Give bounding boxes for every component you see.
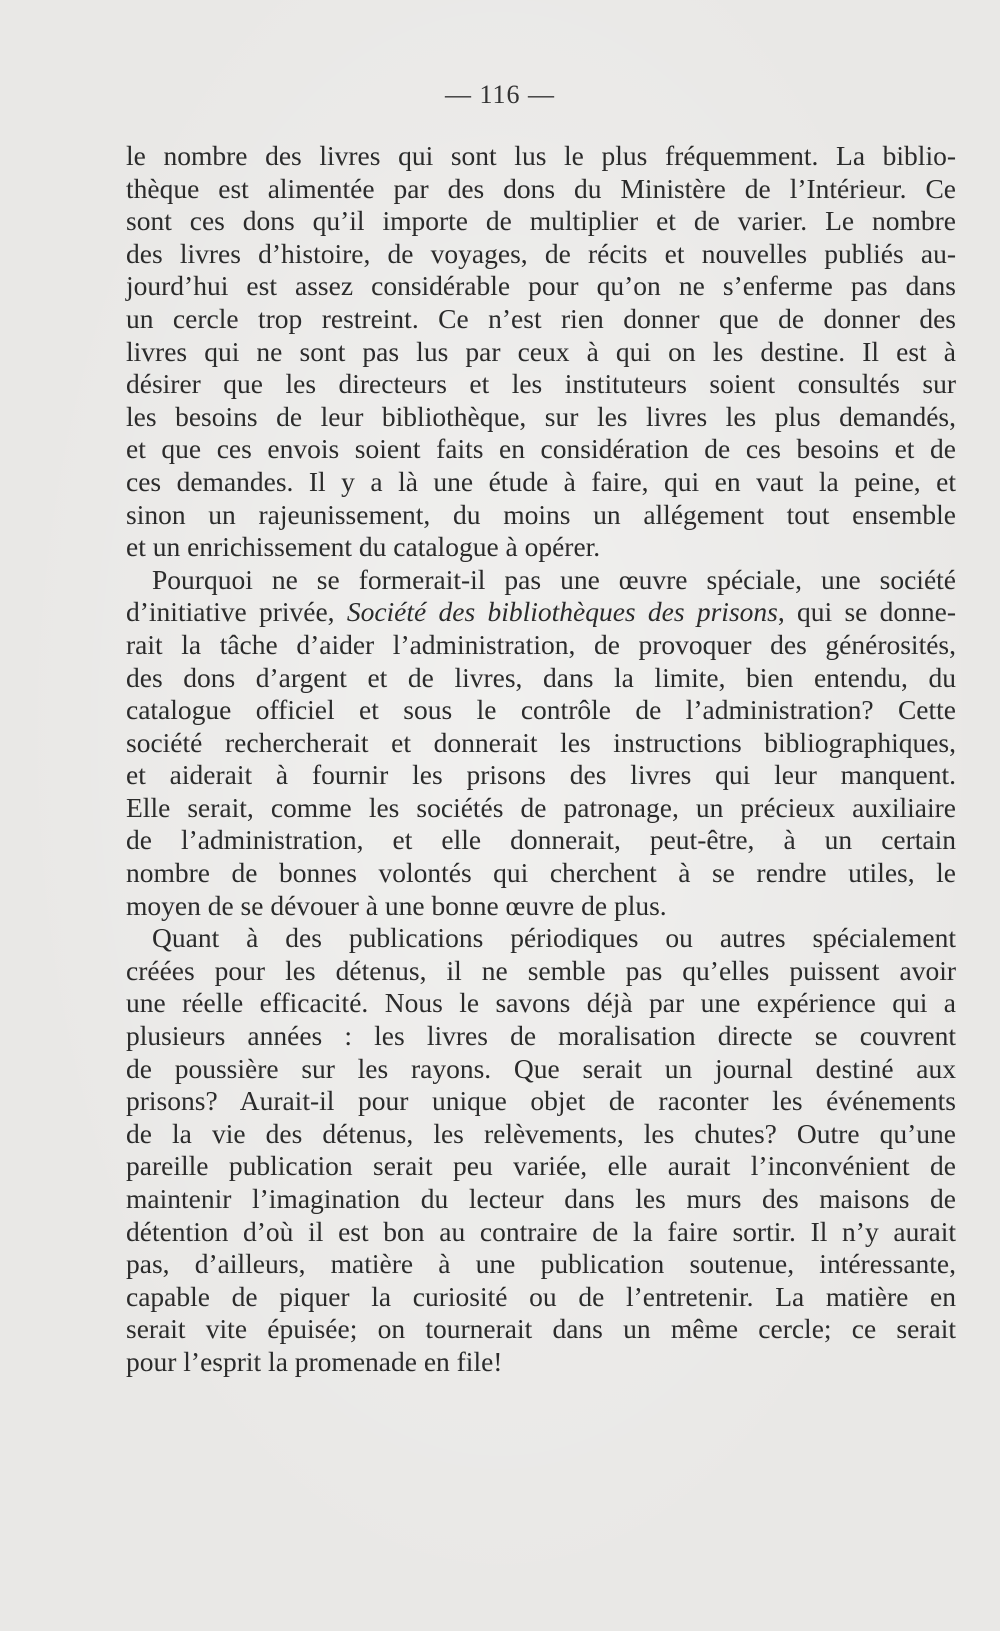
text-line: une réelle efficacité. Nous le savons déjà par une expérience qui a [126, 987, 956, 1019]
text-line: ces demandes. Il y a là une étude à faire, qui en vaut la peine, et [126, 465, 956, 497]
text-line: des livres d’histoire, de voyages, de récits et nouvelles publiés au- [126, 237, 956, 269]
text-line: créées pour les détenus, il ne semble pas qu’elles puissent avoir [126, 954, 956, 986]
text-line: et que ces envois soient faits en considération de ces besoins et de [126, 433, 956, 465]
text-line: serait vite épuisée; on tournerait dans un même cercle; ce serait [126, 1313, 956, 1345]
text-line: pas, d’ailleurs, matière à une publication soutenue, intéressante, [126, 1248, 956, 1280]
text-line: nombre de bonnes volontés qui cherchent à se rendre utiles, le [126, 857, 956, 889]
text-line: maintenir l’imagination du lecteur dans les murs des maisons de [126, 1183, 956, 1214]
society-name-italic: Société des bibliothèques des prisons [346, 596, 778, 628]
text-line: plusieurs années : les livres de moralisation directe se couvrent [126, 1020, 956, 1052]
text-line: prisons? Aurait-il pour unique objet de raconter les événements [126, 1085, 956, 1117]
text-line: les besoins de leur bibliothèque, sur les livres les plus demandés, [126, 400, 956, 432]
text-line: de poussière sur les rayons. Que serait un journal destiné aux [126, 1052, 956, 1084]
text-line: thèque est alimentée par des dons du Ministère de l’Intérieur. Ce [126, 172, 956, 204]
text-line: Pourquoi ne se formerait-il pas une œuvre spéciale, une société [152, 563, 956, 595]
text-line: catalogue officiel et sous le contrôle de l’administration? Cette [126, 694, 956, 726]
text-line: et aiderait à fournir les prisons des livres qui leur manquent. [126, 759, 956, 791]
text-line [126, 596, 956, 629]
text-line: un cercle trop restreint. Ce n’est rien donner que de donner des [126, 302, 956, 334]
text-segment: d’initiative privée, [126, 596, 347, 628]
page-number: — 116 — [444, 80, 556, 109]
text-line: de l’administration, et elle donnerait, peut-être, à un certain [126, 824, 956, 856]
text-segment: , qui se donne- [777, 596, 957, 628]
text-line: sinon un rajeunissement, du moins un allégement tout ensemble [126, 498, 956, 530]
text-line: rait la tâche d’aider l’administration, de provoquer des générosités, [126, 628, 956, 660]
text-line: moyen de se dévouer à une bonne œuvre de plus. [126, 889, 667, 921]
text-line: capable de piquer la curiosité ou de l’entretenir. La matière en [126, 1280, 956, 1312]
text-line: de la vie des détenus, les relèvements, les chutes? Outre qu’une [126, 1117, 956, 1149]
text-line: sont ces dons qu’il importe de multiplier et de varier. Le nombre [126, 205, 956, 237]
text-line: Elle serait, comme les sociétés de patronage, un précieux auxiliaire [126, 791, 956, 823]
text-line: pareille publication serait peu variée, elle aurait l’inconvénient de [126, 1150, 956, 1182]
text-line: pour l’esprit la promenade en file! [126, 1345, 503, 1377]
text-line: société rechercherait et donnerait les instructions bibliographiques, [126, 726, 956, 758]
text-line: le nombre des livres qui sont lus le plus fréquemment. La biblio- [126, 140, 956, 171]
text-line: Quant à des publications périodiques ou autres spécialement [152, 922, 956, 954]
body-text [126, 140, 956, 1379]
text-line: et un enrichissement du catalogue à opérer. [126, 531, 601, 563]
text-line: livres qui ne sont pas lus par ceux à qui on les destine. Il est à [126, 335, 956, 367]
text-line: détention d’où il est bon au contraire de la faire sortir. Il n’y aurait [126, 1215, 956, 1247]
text-line: des dons d’argent et de livres, dans la limite, bien entendu, du [126, 661, 956, 693]
text-line: jourd’hui est assez considérable pour qu’on ne s’enferme pas dans [126, 270, 956, 302]
text-line: désirer que les directeurs et les instituteurs soient consultés sur [126, 368, 956, 400]
